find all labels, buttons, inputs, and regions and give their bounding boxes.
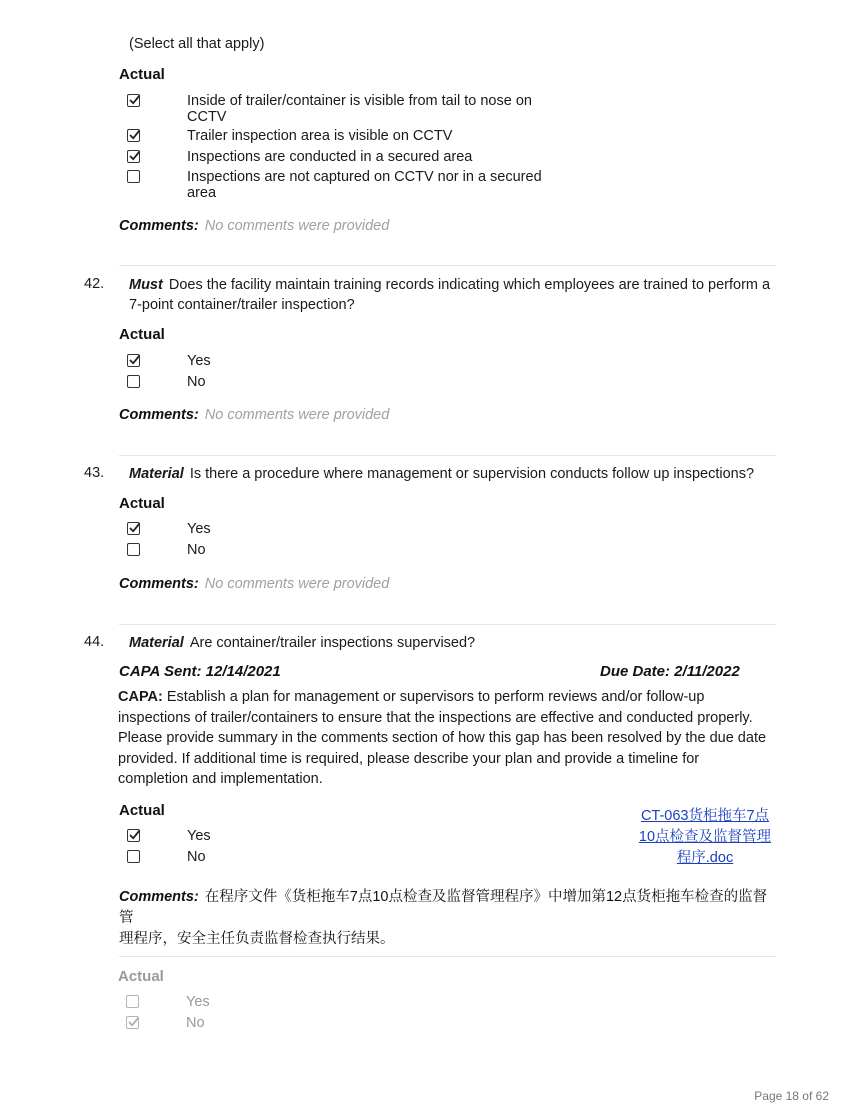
checkbox-checked-icon [126, 1016, 139, 1029]
page-number: Page 18 of 62 [754, 1089, 829, 1103]
option-label: Yes [187, 828, 211, 844]
checkbox-checked-icon[interactable] [127, 354, 140, 367]
severity-label: Material [129, 635, 184, 651]
question-text: Is there a procedure where management or supervision conducts follow up inspections? [189, 466, 755, 482]
q41-option-1[interactable] [127, 93, 827, 125]
divider [119, 624, 776, 625]
q42-options [127, 353, 787, 397]
previous-option-no [126, 1015, 826, 1035]
checkbox-unchecked-icon[interactable] [127, 170, 140, 183]
q43-options [127, 521, 787, 565]
capa-description [118, 687, 768, 790]
checkbox-unchecked-icon [126, 995, 139, 1008]
attachment-line[interactable]: 程序.doc [676, 850, 734, 866]
q43-actual-label: Actual [119, 495, 165, 512]
comments-label: Comments: [119, 407, 199, 423]
divider [119, 265, 776, 266]
checkbox-unchecked-icon[interactable] [127, 375, 140, 388]
comments-value: 在程序文件《货柜拖车7点10点检查及监督管理程序》中增加第12点货柜拖车检查的监督管 [119, 889, 768, 926]
q41-actual-label: Actual [119, 66, 165, 83]
option-label: Inside of trailer/container is visible from tail to nose on CCTV [187, 93, 532, 125]
option-label: Yes [186, 994, 210, 1010]
capa-text: Establish a plan for management or supervisors to perform reviews and/or follow-up inspections of trailer/containers to ensure that the inspections are effective and conducted properly. Please provide summary in the comments section of how this gap has been resolved by the due date provided. If additional time is required, please describe your plan and provide a timeline for completion and implementation. [118, 689, 767, 787]
q44-comments [119, 887, 779, 950]
previous-option-yes [126, 994, 826, 1014]
option-label: Trailer inspection area is visible on CCTV [187, 128, 453, 144]
option-label: Yes [187, 521, 211, 537]
comments-value: No comments were provided [204, 407, 390, 423]
q43-question [129, 464, 779, 484]
checkbox-checked-icon[interactable] [127, 829, 140, 842]
previous-actual-label: Actual [118, 968, 164, 985]
q41-option-2[interactable] [127, 128, 827, 148]
option-label: Inspections are conducted in a secured area [187, 149, 473, 165]
option-label: No [187, 542, 206, 558]
comments-label: Comments: [119, 889, 199, 905]
checkbox-checked-icon[interactable] [127, 129, 140, 142]
q42-comments [119, 407, 389, 423]
q41-option-4[interactable] [127, 169, 827, 201]
checkbox-checked-icon[interactable] [127, 94, 140, 107]
q43-option-yes[interactable] [127, 521, 827, 541]
option-label: Yes [187, 353, 211, 369]
checkbox-unchecked-icon[interactable] [127, 850, 140, 863]
question-text: Are container/trailer inspections supervised? [189, 635, 476, 651]
attachment-line[interactable]: 10点检查及监督管理 [638, 829, 772, 845]
q43-comments [119, 576, 389, 592]
q42-question [129, 275, 779, 315]
checkbox-unchecked-icon[interactable] [127, 543, 140, 556]
question-number: 43. [84, 465, 105, 481]
severity-label: Must [129, 277, 163, 293]
q44-question [129, 633, 779, 653]
q41-options [127, 93, 787, 203]
previous-options [126, 994, 786, 1038]
divider [119, 956, 776, 957]
attachment-link[interactable] [630, 806, 780, 869]
q42-actual-label: Actual [119, 326, 165, 343]
comments-label: Comments: [119, 576, 199, 592]
q42-option-yes[interactable] [127, 353, 827, 373]
comments-label: Comments: [119, 218, 199, 234]
checkbox-checked-icon[interactable] [127, 150, 140, 163]
checkbox-checked-icon[interactable] [127, 522, 140, 535]
attachment-line[interactable]: CT-063货柜拖车7点 [640, 808, 770, 824]
severity-label: Material [129, 466, 184, 482]
divider [119, 455, 776, 456]
comments-value: No comments were provided [204, 576, 390, 592]
due-date: Due Date: 2/11/2022 [600, 663, 740, 680]
q44-actual-label: Actual [119, 802, 165, 819]
capa-label: CAPA: [118, 689, 163, 705]
option-label: No [187, 849, 206, 865]
select-all-note: (Select all that apply) [129, 36, 265, 52]
q42-option-no[interactable] [127, 374, 827, 394]
q43-option-no[interactable] [127, 542, 827, 562]
capa-sent-date: CAPA Sent: 12/14/2021 [119, 663, 281, 680]
q41-comments [119, 218, 389, 234]
question-number: 44. [84, 634, 105, 650]
question-number: 42. [84, 276, 105, 292]
option-label: No [186, 1015, 205, 1031]
q41-option-3[interactable] [127, 149, 827, 169]
comments-value: No comments were provided [204, 218, 390, 234]
option-label: No [187, 374, 206, 390]
question-text: Does the facility maintain training records indicating which employees are trained to perform a 7-point container/trailer inspection? [129, 277, 771, 313]
option-label: Inspections are not captured on CCTV nor in a secured area [187, 169, 542, 201]
comments-value-continued: 理程序，安全主任负责监督检查执行结果。 [119, 931, 395, 947]
